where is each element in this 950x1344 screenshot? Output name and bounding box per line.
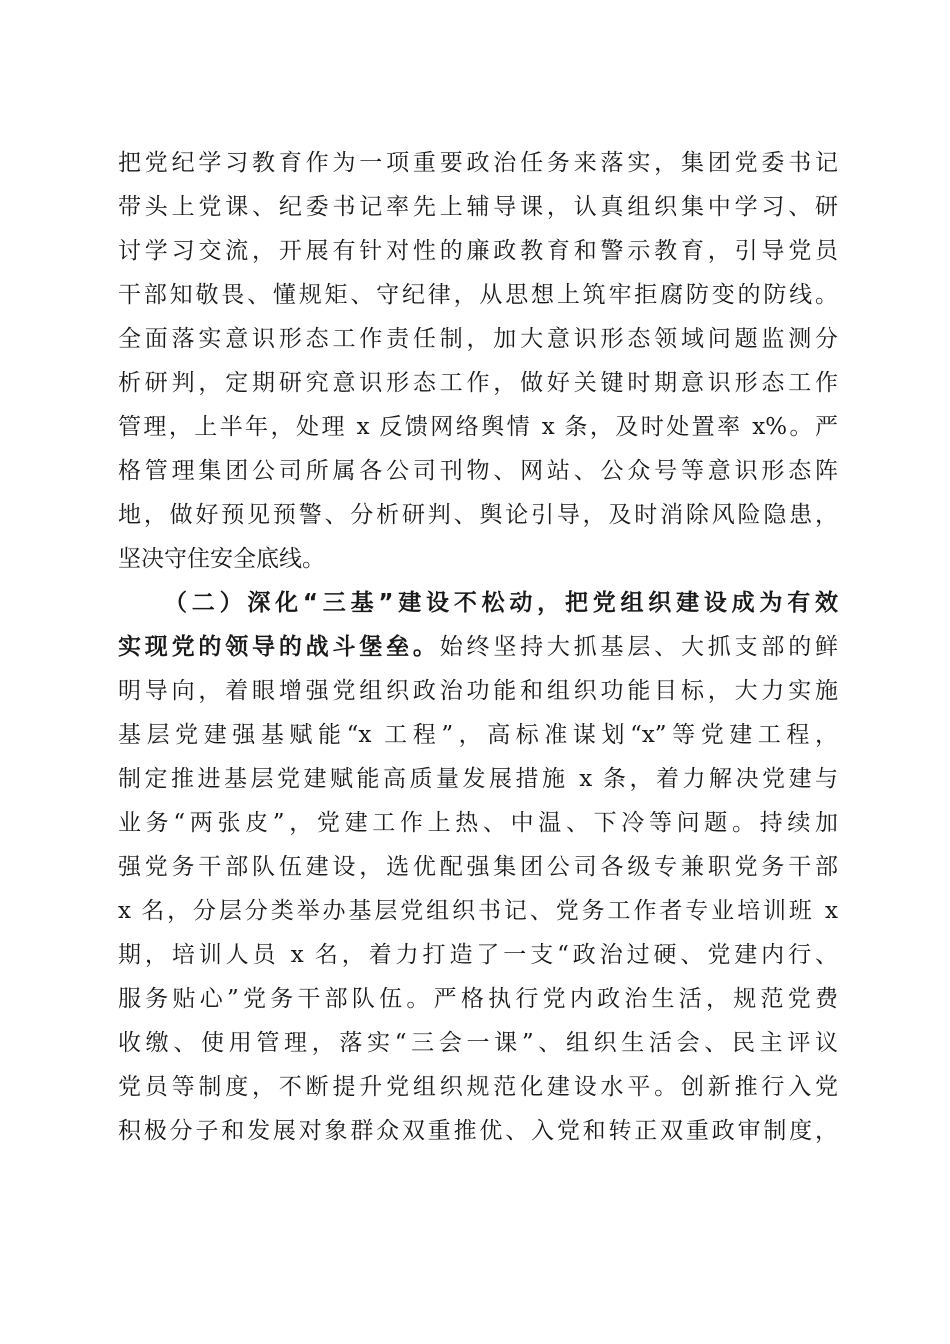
paragraph-line: 基层党建强基赋能“x 工程”，高标准谋划“x”等党建工程， [118,722,838,748]
paragraph-line: 制定推进基层党建赋能高质量发展措施 x 条，着力解决党建与 [118,766,838,792]
paragraph-line: 期，培训人员 x 名，着力打造了一支“政治过硬、党建内行、 [118,942,838,968]
paragraph-line: 格管理集团公司所属各公司刊物、网站、公众号等意识形态阵 [118,458,838,484]
section-heading: （二）深化“三基”建设不松动，把党组织建设成为有效 [164,590,838,616]
paragraph-line: x 名，分层分类举办基层党组织书记、党务工作者专业培训班 x [118,898,838,924]
paragraph-line: 讨学习交流，开展有针对性的廉政教育和警示教育，引导党员 [118,238,838,264]
paragraph-line: 明导向，着眼增强党组织政治功能和组织功能目标，大力实施 [118,678,838,704]
section-heading-continued: 实现党的领导的战斗堡垒。 [118,634,440,660]
paragraph-line: 全面落实意识形态工作责任制，加大意识形态领域问题监测分 [118,326,838,352]
paragraph-line: 把党纪学习教育作为一项重要政治任务来落实，集团党委书记 [118,150,838,176]
paragraph-line: 积极分子和发展对象群众双重推优、入党和转正双重政审制度， [118,1118,838,1144]
paragraph-line [118,625,838,669]
paragraph-line: 地，做好预见预警、分析研判、舆论引导，及时消除风险隐患， [118,502,838,528]
paragraph-line: 党员等制度，不断提升党组织规范化建设水平。创新推行入党 [118,1074,838,1100]
paragraph-text: 始终坚持大抓基层、大抓支部的鲜 [439,634,839,660]
document-body [118,141,838,1153]
paragraph-line: 收缴、使用管理，落实“三会一课”、组织生活会、民主评议 [118,1030,838,1056]
paragraph-line: 强党务干部队伍建设，选优配强集团公司各级专兼职党务干部 [118,854,838,880]
paragraph-line: 析研判，定期研究意识形态工作，做好关键时期意识形态工作 [118,370,838,396]
paragraph-line: 带头上党课、纪委书记率先上辅导课，认真组织集中学习、研 [118,194,838,220]
paragraph-line: 干部知敬畏、懂规矩、守纪律，从思想上筑牢拒腐防变的防线。 [118,282,838,308]
paragraph-line: 业务“两张皮”，党建工作上热、中温、下冷等问题。持续加 [118,810,838,836]
paragraph-line: 服务贴心”党务干部队伍。严格执行党内政治生活，规范党费 [118,986,838,1012]
paragraph-line: 管理，上半年，处理 x 反馈网络舆情 x 条，及时处置率 x%。严 [118,414,838,440]
paragraph-line: 坚决守住安全底线。 [118,546,325,572]
